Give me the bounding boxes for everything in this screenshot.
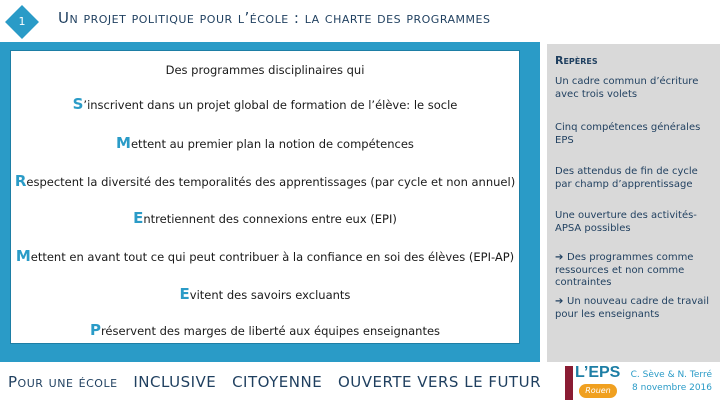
eps-logo xyxy=(565,364,619,402)
item-text: espectent la diversité des temporalités des apprentissages (par cycle et non annuel) xyxy=(26,175,516,189)
charter-item-p xyxy=(11,321,519,339)
intro-text: Des programmes disciplinaires qui xyxy=(165,63,365,77)
charter-item-s xyxy=(11,95,519,113)
item-initial: M xyxy=(116,134,131,152)
arrow-right-icon: ➔ xyxy=(555,252,564,263)
tagline-lead: Pour une école xyxy=(8,373,118,391)
item-initial: R xyxy=(14,172,27,190)
sidebar-item-text: Des programmes comme ressources et non comme contraintes xyxy=(555,252,694,288)
reperes-sidebar xyxy=(547,44,720,362)
charter-item-e1 xyxy=(11,209,519,227)
footer xyxy=(0,362,720,405)
sidebar-arrow-item xyxy=(555,252,717,290)
item-initial: P xyxy=(89,321,101,339)
sidebar-item-text: Un nouveau cadre de travail pour les enseignants xyxy=(555,296,709,320)
header xyxy=(0,0,720,44)
item-initial: E xyxy=(133,209,144,227)
credits-name: C. Sève & N. Terré xyxy=(630,370,712,380)
logo-bar xyxy=(565,366,573,400)
tagline-word: OUVERTE VERS LE FUTUR xyxy=(338,373,541,391)
item-initial: E xyxy=(179,285,190,303)
sidebar-heading: Repères xyxy=(555,54,598,67)
charter-item-e2 xyxy=(11,285,519,303)
item-initial: S xyxy=(72,95,84,113)
sidebar-arrow-item xyxy=(555,296,717,321)
sidebar-item: Cinq compétences générales EPS xyxy=(555,122,701,146)
item-text: ’inscrivent dans un projet global de formation de l’élève: le socle xyxy=(83,98,458,112)
item-text: réservent des marges de liberté aux équipes enseignantes xyxy=(100,324,441,338)
logo-sub: Rouen xyxy=(579,384,617,398)
slide-title: Un projet politique pour l’école : la charte des programmes xyxy=(58,9,491,27)
slide-number: 1 xyxy=(18,15,26,28)
tagline-word: CITOYENNE xyxy=(232,373,323,391)
charter-item-r xyxy=(11,172,519,190)
charter-item-m1 xyxy=(11,134,519,152)
sidebar-item: Un cadre commun d’écriture avec trois volets xyxy=(555,76,699,100)
slide-number-badge xyxy=(6,6,38,38)
item-text: ettent au premier plan la notion de compétences xyxy=(130,137,414,151)
credits xyxy=(628,369,712,395)
item-text: ntretiennent des connexions entre eux (EPI) xyxy=(143,212,397,226)
item-text: vitent des savoirs excluants xyxy=(189,288,351,302)
logo-text: L’EPS xyxy=(575,364,621,381)
footer-tagline xyxy=(8,373,541,391)
arrow-right-icon: ➔ xyxy=(555,296,564,307)
credits-date: 8 novembre 2016 xyxy=(632,383,712,393)
item-text: ettent en avant tout ce qui peut contribuer à la confiance en soi des élèves (EPI-AP) xyxy=(30,250,515,264)
item-initial: M xyxy=(15,247,31,265)
charter-content-box xyxy=(10,50,520,344)
tagline-word: INCLUSIVE xyxy=(133,373,217,391)
charter-item-m2 xyxy=(11,247,519,265)
sidebar-item: Une ouverture des activités-APSA possibles xyxy=(555,210,697,234)
sidebar-item: Des attendus de fin de cycle par champ d’apprentissage xyxy=(555,166,698,190)
